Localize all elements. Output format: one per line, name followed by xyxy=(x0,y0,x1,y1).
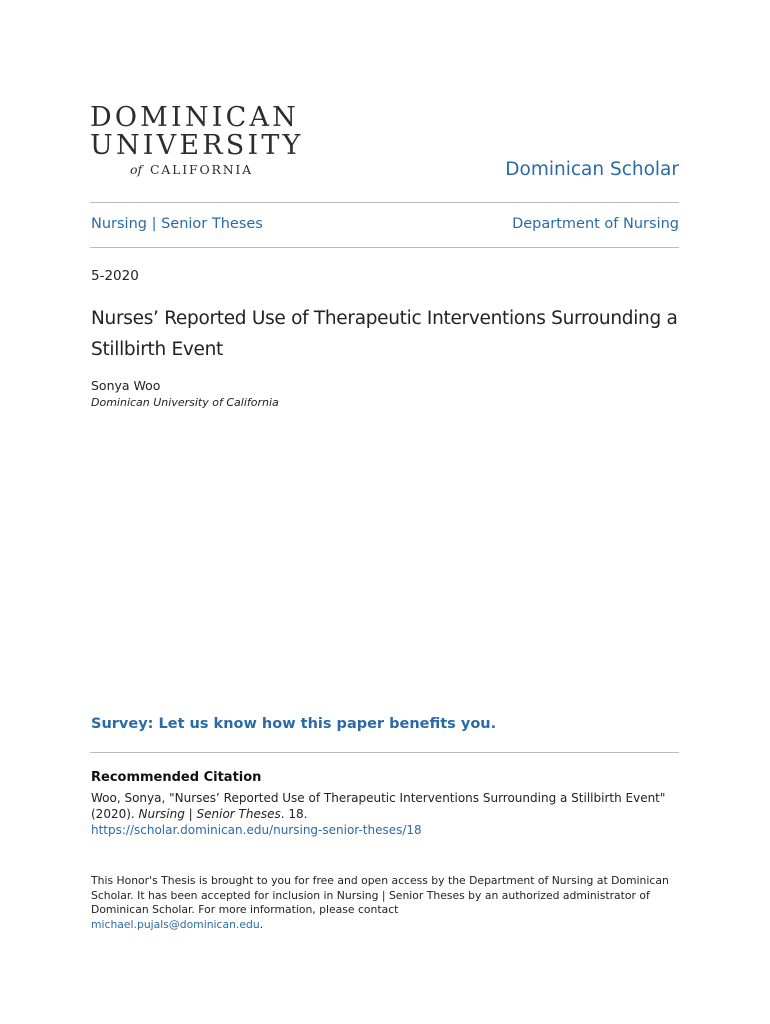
logo-line-dominican: DOMINICAN xyxy=(90,102,299,133)
divider-top xyxy=(90,202,679,203)
author-name: Sonya Woo xyxy=(91,378,161,393)
access-statement-end: . xyxy=(259,917,264,931)
citation-series: Nursing | Senior Theses xyxy=(138,807,281,821)
collection-link[interactable]: Nursing | Senior Theses xyxy=(91,216,263,232)
divider-citation xyxy=(90,752,679,753)
citation-text: Woo, Sonya, "Nurses’ Reported Use of Therapeutic Interventions Surrounding a Stillbirth Event" (2020). xyxy=(91,791,666,821)
divider-nav xyxy=(90,247,679,248)
access-statement xyxy=(91,874,691,932)
publication-date: 5-2020 xyxy=(91,268,139,284)
access-statement-text: This Honor's Thesis is brought to you for free and open access by the Department of Nursing at Dominican Scholar. It has been accepted for inclusion in Nursing | Senior Theses by an authorized administrator of Dominican Scholar. For more information, please contact xyxy=(91,874,669,916)
logo-of: of xyxy=(130,162,143,177)
author-affiliation: Dominican University of California xyxy=(91,396,279,409)
repository-link[interactable]: Dominican Scholar xyxy=(505,159,679,180)
citation-number: . 18. xyxy=(280,807,308,821)
department-link[interactable]: Department of Nursing xyxy=(512,216,679,232)
paper-title: Nurses’ Reported Use of Therapeutic Interventions Surrounding a Stillbirth Event xyxy=(91,308,678,360)
citation-url-link[interactable]: https://scholar.dominican.edu/nursing-senior-theses/18 xyxy=(91,823,422,837)
contact-email-link[interactable]: michael.pujals@dominican.edu xyxy=(91,917,260,931)
citation-body xyxy=(91,790,691,838)
university-logo[interactable] xyxy=(90,104,305,177)
citation-heading: Recommended Citation xyxy=(91,770,262,785)
survey-link[interactable]: Survey: Let us know how this paper benefits you. xyxy=(91,716,497,732)
logo-line-university: UNIVERSITY xyxy=(90,130,304,161)
logo-line-california xyxy=(90,162,305,177)
logo-california: CALIFORNIA xyxy=(149,162,254,177)
